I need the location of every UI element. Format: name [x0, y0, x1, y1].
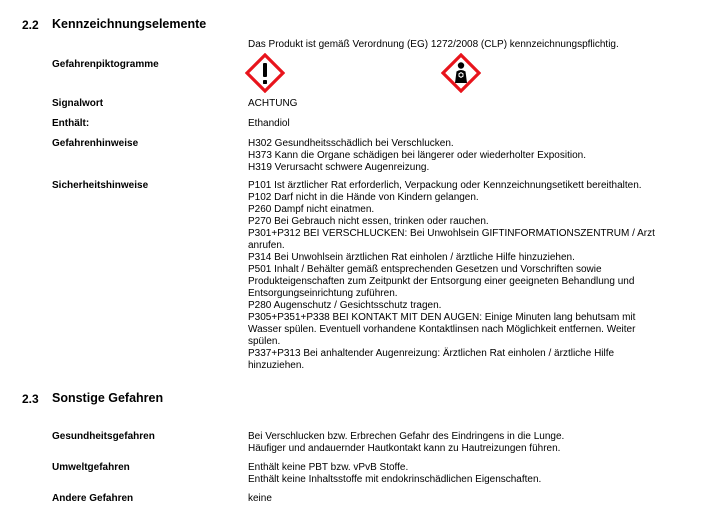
section-number-2-3: 2.3: [22, 392, 39, 406]
health-hazard-pictogram-icon: [441, 53, 481, 93]
other-hazards-label: Andere Gefahren: [52, 493, 134, 504]
environmental-hazards: [248, 462, 541, 486]
precautionary-line: Produkteigenschaften zum Zeitpunkt der Entsorgung einer geeigneten Behandlung und: [248, 276, 635, 287]
precautionary-statements-label: Sicherheitshinweise: [52, 180, 149, 191]
environmental-hazard-line: Enthält keine Inhaltsstoffe mit endokrinschädlichen Eigenschaften.: [248, 474, 542, 485]
precautionary-line: P270 Bei Gebrauch nicht essen, trinken oder rauchen.: [248, 216, 489, 227]
exclamation-mark-pictogram-icon: [245, 53, 285, 93]
precautionary-line: P305+P351+P338 BEI KONTAKT MIT DEN AUGEN: Einige Minuten lang behutsam mit: [248, 312, 636, 323]
precautionary-line: spülen.: [248, 336, 281, 347]
contains-label: Enthält:: [52, 118, 90, 129]
clp-intro-text: Das Produkt ist gemäß Verordnung (EG) 1272/2008 (CLP) kennzeichnungspflichtig.: [248, 39, 619, 50]
hazard-statement-line: H302 Gesundheitsschädlich bei Verschlucken.: [248, 138, 454, 149]
precautionary-line: P260 Dampf nicht einatmen.: [248, 204, 375, 215]
health-hazard-line: Bei Verschlucken bzw. Erbrechen Gefahr des Eindringens in die Lunge.: [248, 431, 565, 442]
precautionary-statements: [248, 180, 655, 372]
precautionary-line: P301+P312 BEI VERSCHLUCKEN: Bei Unwohlsein GIFTINFORMATIONSZENTRUM / Arzt: [248, 228, 655, 239]
environmental-hazard-line: Enthält keine PBT bzw. vPvB Stoffe.: [248, 462, 409, 473]
signal-word-label: Signalwort: [52, 98, 104, 109]
precautionary-line: P337+P313 Bei anhaltender Augenreizung: Ärztlichen Rat einholen / ärztliche Hilfe: [248, 348, 615, 359]
precautionary-line: P101 Ist ärztlicher Rat erforderlich, Verpackung oder Kennzeichnungsetikett bereithalten.: [248, 180, 642, 191]
contains-value: Ethandiol: [248, 118, 290, 129]
health-hazards: [248, 431, 564, 455]
section-title-2-2: Kennzeichnungselemente: [52, 17, 207, 31]
health-hazards-label: Gesundheitsgefahren: [52, 431, 155, 442]
hazard-statement-line: H373 Kann die Organe schädigen bei längerer oder wiederholter Exposition.: [248, 150, 586, 161]
hazard-statement-line: H319 Verursacht schwere Augenreizung.: [248, 162, 430, 173]
precautionary-line: hinzuziehen.: [248, 360, 305, 371]
pictograms-label: Gefahrenpiktogramme: [52, 59, 159, 70]
precautionary-line: Wasser spülen. Eventuell vorhandene Kontaktlinsen nach Möglichkeit entfernen. Weiter: [248, 324, 636, 335]
precautionary-line: P314 Bei Unwohlsein ärztlichen Rat einholen / ärztliche Hilfe hinzuziehen.: [248, 252, 575, 263]
environmental-hazards-label: Umweltgefahren: [52, 462, 130, 473]
other-hazards-value: keine: [248, 493, 272, 504]
health-hazard-line: Häufiger und andauernder Hautkontakt kann zu Hautreizungen führen.: [248, 443, 561, 454]
precautionary-line: P501 Inhalt / Behälter gemäß entsprechenden Gesetzen und Vorschriften sowie: [248, 264, 602, 275]
signal-word-value: ACHTUNG: [248, 98, 298, 109]
precautionary-line: Entsorgungseinrichtung zuführen.: [248, 288, 398, 299]
hazard-statements: [248, 138, 586, 174]
precautionary-line: P280 Augenschutz / Gesichtsschutz tragen.: [248, 300, 442, 311]
precautionary-line: anrufen.: [248, 240, 285, 251]
section-number-2-2: 2.2: [22, 18, 39, 32]
section-title-2-3: Sonstige Gefahren: [52, 391, 164, 405]
hazard-statements-label: Gefahrenhinweise: [52, 138, 139, 149]
precautionary-line: P102 Darf nicht in die Hände von Kindern gelangen.: [248, 192, 479, 203]
